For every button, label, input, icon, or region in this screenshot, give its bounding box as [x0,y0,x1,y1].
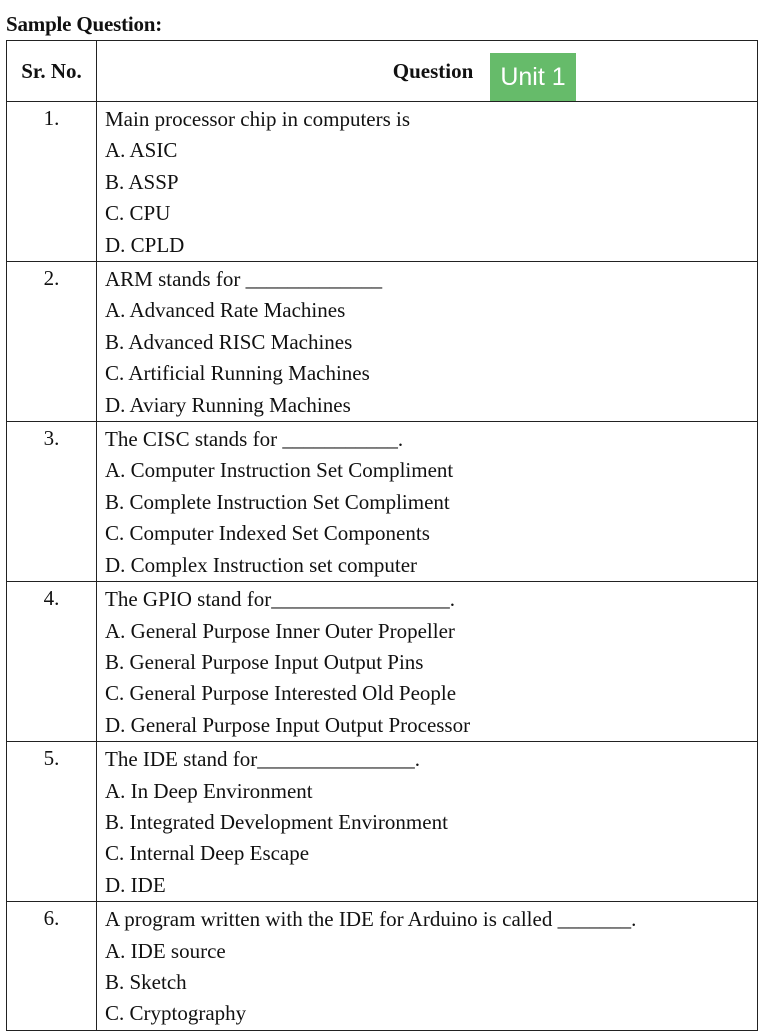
table-row [7,102,758,262]
option-a: A. ASIC [105,138,178,163]
question-cell [97,102,758,262]
option-b: B. General Purpose Input Output Pins [105,649,424,674]
header-question-label: Question [392,58,474,83]
table-header-row [7,41,758,102]
question-text: A program written with the IDE for Arduino is called _______. [105,907,637,932]
option-d: D. CPLD [105,232,185,257]
header-question [97,41,758,102]
sr-number: 6. [7,902,97,1031]
option-a: A. Advanced Rate Machines [105,298,346,323]
option-a: A. General Purpose Inner Outer Propeller [105,618,455,643]
question-cell [97,902,758,1031]
question-text: The GPIO stand for_________________. [105,587,455,612]
table-row [7,902,758,1031]
question-cell [97,742,758,902]
option-b: B. Integrated Development Environment [105,809,448,834]
option-c: C. Computer Indexed Set Components [105,521,430,546]
option-c: C. Artificial Running Machines [105,361,370,386]
table-row [7,262,758,422]
option-d: D. Aviary Running Machines [105,392,351,417]
question-text: Main processor chip in computers is [105,107,411,131]
option-d: D. IDE [105,872,166,897]
table-row [7,742,758,902]
option-a: A. IDE source [105,938,226,963]
option-d: D. General Purpose Input Output Processor [105,712,471,737]
option-b: B. Complete Instruction Set Compliment [105,489,450,514]
question-text: The CISC stands for ___________. [105,427,404,452]
page-heading: Sample Question: [6,12,163,36]
sr-number: 5. [7,742,97,902]
table-row [7,582,758,742]
sr-number: 3. [7,422,97,582]
question-table [6,40,758,1031]
option-a: A. In Deep Environment [105,778,313,803]
option-b: B. Advanced RISC Machines [105,329,353,354]
table-row [7,422,758,582]
sr-number: 2. [7,262,97,422]
sr-number: 1. [7,102,97,262]
option-a: A. Computer Instruction Set Compliment [105,458,454,483]
header-sr-no: Sr. No. [7,41,97,102]
option-b: B. ASSP [105,169,179,194]
question-cell [97,262,758,422]
option-c: C. CPU [105,201,171,226]
option-b: B. Sketch [105,969,187,994]
question-text: The IDE stand for_______________. [105,747,420,772]
question-cell [97,422,758,582]
sr-number: 4. [7,582,97,742]
option-c: C. General Purpose Interested Old People [105,681,457,706]
option-d: D. Complex Instruction set computer [105,552,418,577]
unit-badge: Unit 1 [490,53,576,101]
question-text: ARM stands for _____________ [105,267,383,292]
question-cell [97,582,758,742]
option-c: C. Internal Deep Escape [105,841,310,866]
option-c: C. Cryptography [105,1001,247,1026]
